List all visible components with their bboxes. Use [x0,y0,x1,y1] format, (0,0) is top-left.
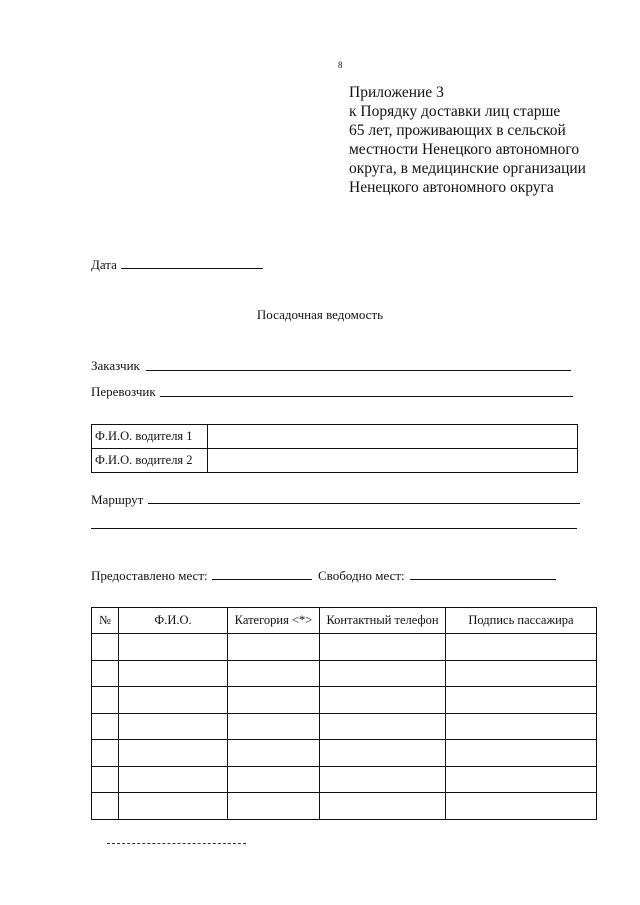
seats-provided-field-line[interactable] [212,579,312,580]
column-header-signature: Подпись пассажира [446,608,597,634]
driver-1-field[interactable] [208,425,578,449]
cell-category[interactable] [228,740,320,767]
route-field-line[interactable] [148,503,580,504]
route-field-line-2[interactable] [91,528,577,529]
table-header-row [92,608,597,634]
carrier-field-line[interactable] [160,396,573,397]
route-label: Маршрут [91,492,144,507]
drivers-table [91,424,578,473]
cell-number[interactable] [92,713,119,740]
appendix-line: Приложение 3 [349,84,444,101]
column-header-number: № [92,608,119,634]
table-row [92,687,597,714]
cell-signature[interactable] [446,687,597,714]
table-row [92,449,578,473]
customer-field-line[interactable] [146,370,571,371]
table-row [92,793,597,820]
cell-number[interactable] [92,687,119,714]
cell-category[interactable] [228,660,320,687]
form-title: Посадочная ведомость [256,307,384,322]
appendix-line: округа, в медицинские организации [349,160,586,177]
cell-name[interactable] [119,766,228,793]
cell-number[interactable] [92,660,119,687]
cell-signature[interactable] [446,793,597,820]
cell-name[interactable] [119,687,228,714]
cell-number[interactable] [92,740,119,767]
appendix-line: к Порядку доставки лиц старше [349,103,561,120]
cell-name[interactable] [119,660,228,687]
cell-phone[interactable] [320,687,446,714]
driver-1-label: Ф.И.О. водителя 1 [92,425,208,449]
cell-number[interactable] [92,793,119,820]
appendix-line: местности Ненецкого автономного [349,141,580,158]
cell-category[interactable] [228,687,320,714]
cell-number[interactable] [92,634,119,661]
column-header-name: Ф.И.О. [119,608,228,634]
cell-phone[interactable] [320,634,446,661]
seats-provided-label: Предоставлено мест: [91,568,208,583]
date-label: Дата [91,257,117,272]
customer-label: Заказчик [91,358,140,373]
cell-name[interactable] [119,634,228,661]
cell-phone[interactable] [320,660,446,687]
cell-phone[interactable] [320,766,446,793]
table-row [92,766,597,793]
cell-category[interactable] [228,634,320,661]
footnote-separator [107,843,246,844]
table-row [92,713,597,740]
cell-signature[interactable] [446,766,597,793]
passenger-table [91,607,597,820]
date-field-line[interactable] [121,268,263,269]
table-row [92,740,597,767]
cell-phone[interactable] [320,713,446,740]
driver-2-field[interactable] [208,449,578,473]
seats-free-field-line[interactable] [410,579,556,580]
cell-category[interactable] [228,793,320,820]
cell-name[interactable] [119,740,228,767]
table-row [92,425,578,449]
page-number: 8 [338,60,343,70]
cell-signature[interactable] [446,660,597,687]
cell-category[interactable] [228,766,320,793]
cell-signature[interactable] [446,713,597,740]
table-row [92,634,597,661]
carrier-label: Перевозчик [91,384,156,399]
column-header-category: Категория <*> [228,608,320,634]
appendix-line: Ненецкого автономного округа [349,179,554,196]
cell-name[interactable] [119,713,228,740]
column-header-phone: Контактный телефон [320,608,446,634]
appendix-header [349,83,609,197]
appendix-line: 65 лет, проживающих в сельской [349,122,566,139]
cell-name[interactable] [119,793,228,820]
cell-phone[interactable] [320,740,446,767]
cell-phone[interactable] [320,793,446,820]
table-row [92,660,597,687]
cell-category[interactable] [228,713,320,740]
seats-free-label: Свободно мест: [318,568,405,583]
cell-number[interactable] [92,766,119,793]
driver-2-label: Ф.И.О. водителя 2 [92,449,208,473]
cell-signature[interactable] [446,740,597,767]
cell-signature[interactable] [446,634,597,661]
